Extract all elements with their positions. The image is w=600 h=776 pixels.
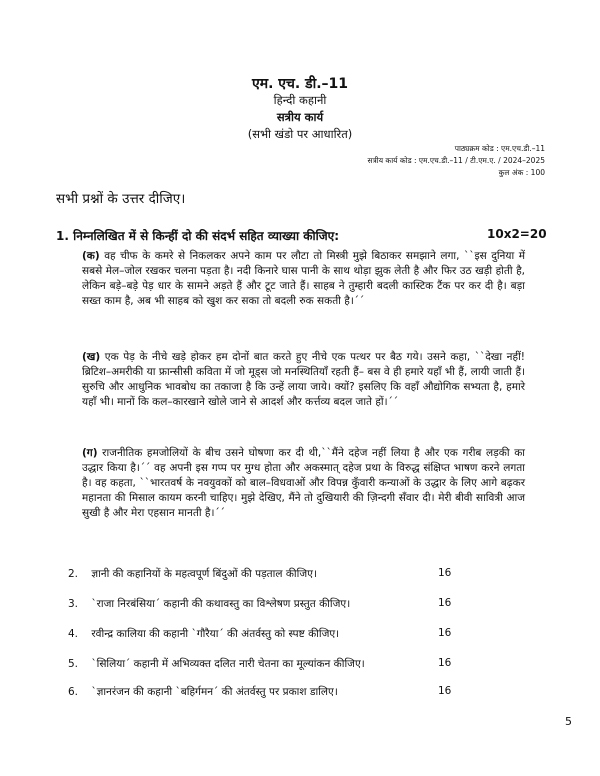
question-text: ज्ञानी की कहानियों के महत्वपूर्ण बिंदुओं की पड़ताल कीजिए।: [91, 568, 317, 580]
question-4-marks: 16: [438, 627, 452, 639]
assignment-code: सत्रीय कार्य कोड : एम.एच.डी.–11 / टी.एम.ए. / 2024–2025: [367, 156, 545, 165]
course-subtitle: हिन्दी कहानी: [273, 93, 327, 107]
question-number: 4.: [68, 628, 79, 640]
question-1-marks: 10x2=20: [487, 227, 547, 241]
question-number: 2.: [68, 568, 79, 580]
total-marks: कुल अंक : 100: [498, 168, 545, 177]
question-number: 5.: [68, 658, 79, 670]
passage-label: (क): [82, 250, 100, 262]
question-5-marks: 16: [438, 657, 452, 669]
passage-label: (ख): [82, 351, 101, 363]
question-text: `सिलिया´ कहानी में अभिव्यक्त दलित नारी चेतना का मूल्यांकन कीजिए।: [91, 658, 365, 670]
question-2-marks: 16: [438, 567, 452, 579]
passage-label: (ग): [82, 447, 98, 459]
course-title: एम. एच. डी.–11: [251, 76, 349, 92]
passage-text: राजनीतिक हमजोलियों के बीच उसने घोषणा कर दी थी,``मैंने दहेज नहीं लिया है और एक गरीब लड़की का उद्धार किया है।´´ वह अपनी इस गप्प पर मुग्ध होता और अकस्मात् दहेज प्रथा के विरुद्ध संक्षिप्त भाषण करने लगता है। वह कहता, ``भारतवर्ष के नवयुवकों को बाल–विधवाओं और विपन्न कुँवारी कन्याओं के उद्धार के लिए आगे बढ़कर महानता की मिसाल कायम करनी चाहिए। मुझे देखिए, मैंने तो दुखियारी की ज़िन्दगी सँवार दी। मेरी बीवी सावित्री आज सुखी है और मेरा एहसान मानती है।´´: [82, 447, 525, 519]
question-text: `राजा निरबंसिया´ कहानी की कथावस्तु का विश्लेषण प्रस्तुत कीजिए।: [91, 598, 351, 610]
assignment-note: (सभी खंडो पर आधारित): [247, 127, 353, 141]
question-1-text: 1. निम्नलिखित में से किन्हीं दो की संदर्भ सहित व्याख्या कीजिए:: [56, 229, 340, 243]
passage-text: एक पेड़ के नीचे खड़े होकर हम दोनों बात करते हुए नीचे एक पत्थर पर बैठ गये। उसने कहा, ``देखा नहीं! ब्रिटिश–अमरीकी या फ्रान्सीसी कविता में जो मूड्स जो मनस्थितियाँ रहती हैं– बस वे ही हमारे यहाँ भी हैं, लायी जाती हैं। सुरुचि और आधुनिक भावबोध का तकाजा है कि उन्हें लाया जाये। क्यों? इसलिए कि वहाँ औद्योगिक सभ्यता है, हमारे यहाँ भी। मानों कि कल–कारखाने खोले जाने से आदर्श और कर्त्तव्य बदल जाते हों।´´: [82, 351, 526, 408]
passage-ga: [82, 446, 525, 521]
question-3-marks: 16: [438, 597, 452, 609]
passage-ka: [82, 249, 525, 309]
passage-text: वह चीफ के कमरे से निकलकर अपने काम पर लौटा तो मिस्त्री मुझे बिठाकर समझाने लगा, ``इस दुनिया में सबसे मेल–जोल रखकर चलना पड़ता है। नदी किनारे घास पानी के साथ थोड़ा झुक लेती है और फिर उठ खड़ी होती है, लेकिन बड़े–बड़े पेड़ धार के सामने अड़ते हैं और टूट जाते हैं। साहब ने तुम्हारी बदली कास्टिक टैंक पर कर दी है। बड़ा सख्त काम है, अब भी साहब को खुश कर सका तो बदली रुक सकती है।´´: [82, 250, 525, 307]
question-text: `ज्ञानरंजन की कहानी `बहिर्गमन´ की अंतर्वस्तु पर प्रकाश डालिए।: [91, 686, 338, 698]
question-number: 6.: [68, 686, 79, 698]
question-text: रवीन्द्र कालिया की कहानी `गौरैया´ की अंतर्वस्तु को स्पष्ट कीजिए।: [91, 628, 340, 640]
passage-kha: [82, 350, 525, 410]
course-code: पाठ्यक्रम कोड : एम.एच.डी.–11: [454, 144, 545, 153]
general-instruction: सभी प्रश्नों के उत्तर दीजिए।: [56, 191, 186, 207]
assignment-heading: सत्रीय कार्य: [276, 110, 324, 124]
question-number: 3.: [68, 598, 79, 610]
question-6-marks: 16: [438, 685, 452, 697]
page-number: 5: [565, 715, 572, 728]
